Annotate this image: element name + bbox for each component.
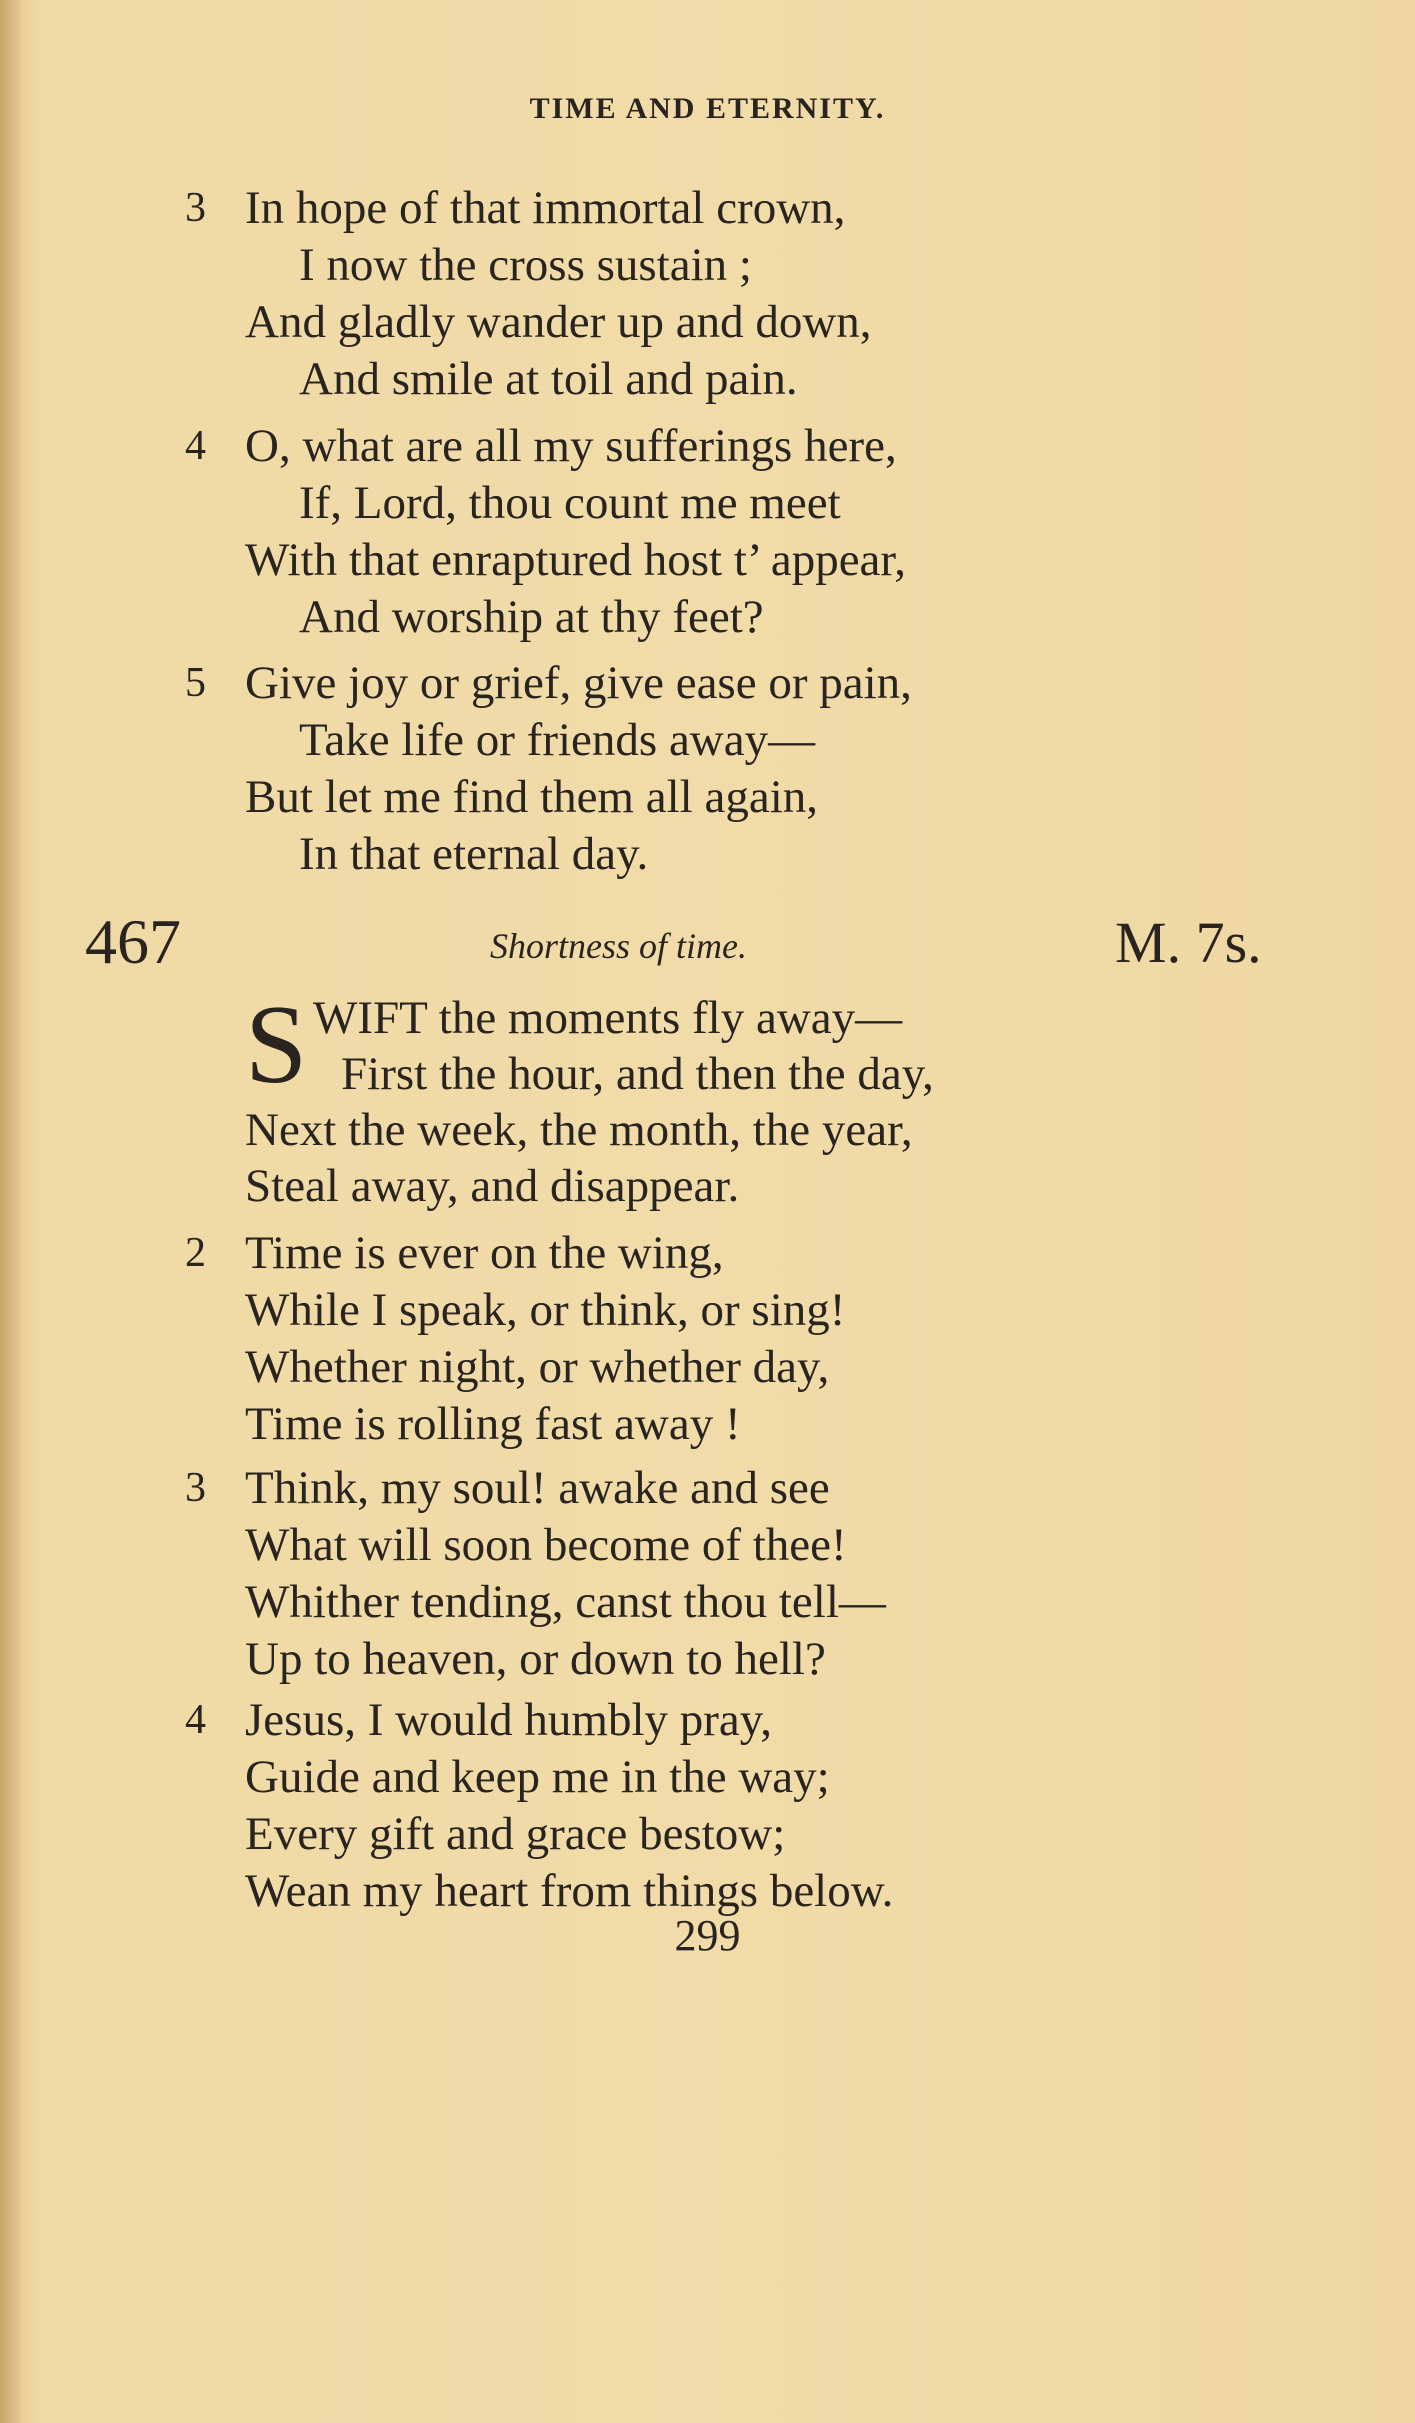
stanza-number: 4 [185,1697,206,1743]
verse-line: Time is rolling fast away ! [245,1398,741,1450]
stanza-2 [185,1225,846,1453]
verse-line: First the hour, and then the day, [341,1048,934,1100]
stanza-number: 4 [185,423,206,469]
verse-line: Guide and keep me in the way; [245,1751,830,1803]
verse-line: While I speak, or think, or sing! [245,1284,846,1336]
verse-line: Whither tending, canst thou tell— [245,1576,886,1628]
verse-line: Take life or friends away— [299,714,816,766]
stanza-number: 2 [185,1230,206,1276]
verse-line: I now the cross sustain ; [299,239,752,291]
verse-line: And worship at thy feet? [299,591,764,643]
verse-line: If, Lord, thou count me meet [299,477,841,529]
drop-cap: S [245,983,308,1107]
verse-line: Every gift and grace bestow; [245,1808,786,1860]
verse-line: Time is ever on the wing, [245,1227,724,1279]
verse-line: Steal away, and disappear. [245,1160,740,1212]
verse-line: Wean my heart from things below. [245,1865,894,1917]
book-spine-edge [0,0,22,2423]
verse-line: Up to heaven, or down to hell? [245,1633,826,1685]
stanza-number: 3 [185,185,206,231]
verse-line: WIFT the moments fly away— [313,992,903,1044]
verse-line: And smile at toil and pain. [299,353,798,405]
hymn-title: Shortness of time. [490,926,747,966]
stanza-4 [185,1692,894,1920]
hymn-number: 467 [85,906,181,977]
stanza-1 [245,983,934,1214]
stanza-3 [185,1460,886,1688]
verse-line: But let me find them all again, [245,771,818,823]
stanza-prev-4 [185,418,906,646]
stanza-prev-3 [185,180,872,408]
verse-line: O, what are all my sufferings here, [245,420,897,472]
stanza-prev-5 [185,655,912,883]
running-head: TIME AND ETERNITY. [529,92,886,125]
stanza-number: 5 [185,660,206,706]
verse-line: In hope of that immortal crown, [245,182,846,234]
verse-line: Jesus, I would humbly pray, [245,1694,772,1746]
hymn-meter: M. 7s. [1115,910,1262,975]
verse-line: Give joy or grief, give ease or pain, [245,657,912,709]
verse-line: And gladly wander up and down, [245,296,872,348]
verse-line: In that eternal day. [299,828,649,880]
stanza-number: 3 [185,1465,206,1511]
verse-line: Whether night, or whether day, [245,1341,830,1393]
verse-line: Next the week, the month, the year, [245,1104,913,1156]
verse-line: What will soon become of thee! [245,1519,847,1571]
page-number: 299 [674,1911,741,1960]
verse-line: With that enraptured host t’ appear, [245,534,906,586]
hymn-heading [0,905,1415,985]
verse-line: Think, my soul! awake and see [245,1462,830,1514]
